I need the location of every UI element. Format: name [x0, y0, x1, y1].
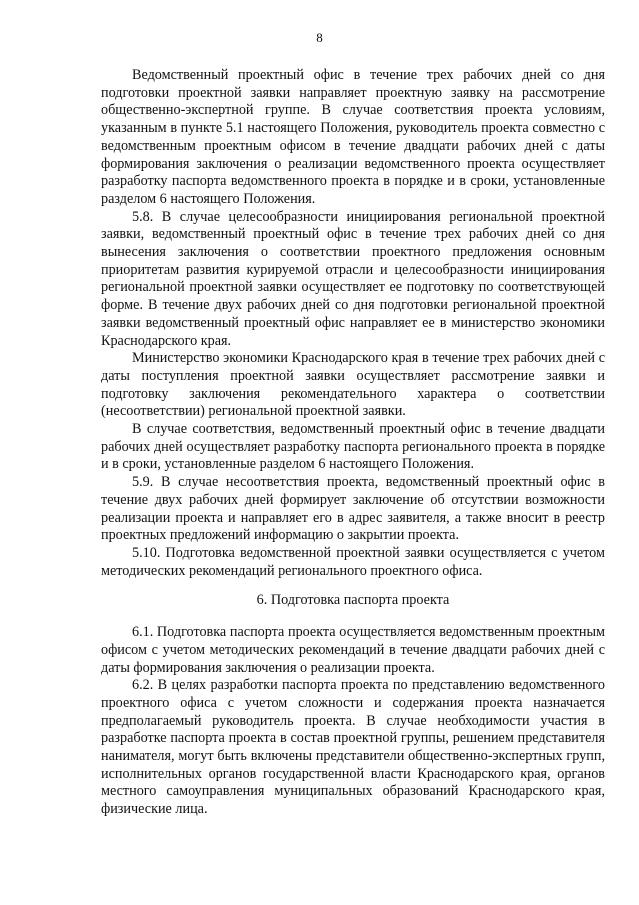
- paragraph-6-2: 6.2. В целях разработки паспорта проекта по представлению ведомственного проектного офиса с учетом сложности и содержания проекта назначается предполагаемый руководитель проекта. В случае необходимости участия в разработке паспорта проекта в состав проектной группы, решением представителя нанимателя, могут быть включены представители общественно-экспертных групп, исполнительных органов государственной власти Краснодарского края, органов местного самоуправления муниципальных образований Краснодарского края, физические лица.: [101, 677, 605, 818]
- paragraph-project-office-review: Ведомственный проектный офис в течение трех рабочих дней со дня подготовки проектной заявки направляет проектную заявку на рассмотрение общественно-экспертной группе. В случае соответствия проекта условиям, указанным в пункте 5.1 настоящего Положения, руководитель проекта совместно с ведомственным проектным офисом в течение двадцати рабочих дней с даты формирования заключения о реализации ведомственного проекта осуществляет разработку паспорта ведомственного проекта в порядке и в сроки, установленные разделом 6 настоящего Положения.: [101, 67, 605, 207]
- paragraph-5-8: 5.8. В случае целесообразности инициирования региональной проектной заявки, ведомственный проектный офис в течение трех рабочих дней со дня вынесения заключения о соответствии проектного предложения основным приоритетам развития курируемой отрасли и целесообразности инициирования региональной проектной заявки осуществляет ее подготовку по соответствующей форме. В течение двух рабочих дней со дня подготовки региональной проектной заявки ведомственный проектный офис направляет ее в министерство экономики Краснодарского края.: [101, 208, 605, 349]
- page-number: 8: [316, 30, 323, 45]
- paragraph-compliance-case: В случае соответствия, ведомственный проектный офис в течение двадцати рабочих дней осуществляет разработку паспорта регионального проекта в порядке и в сроки, установленные разделом 6 настоящего Положения.: [101, 421, 605, 473]
- paragraph-6-1: 6.1. Подготовка паспорта проекта осуществляется ведомственным проектным офисом с учетом методических рекомендаций в течение двадцати рабочих дней с даты формирования заключения о реализации проекта.: [101, 624, 605, 676]
- paragraph-5-9: 5.9. В случае несоответствия проекта, ведомственный проектный офис в течение двух рабочих дней формирует заключение об отсутствии возможности реализации проекта и направляет его в адрес заявителя, а также вносит в реестр проектных предложений информацию о закрытии проекта.: [101, 474, 605, 544]
- paragraph-ministry-review: Министерство экономики Краснодарского края в течение трех рабочих дней с даты поступления проектной заявки осуществляет рассмотрение заявки и подготовку заключения рекомендательного характера о соответствии (несоответствии) региональной проектной заявки.: [101, 350, 605, 420]
- paragraph-5-10: 5.10. Подготовка ведомственной проектной заявки осуществляется с учетом методических рекомендаций регионального проектного офиса.: [101, 544, 605, 579]
- section-heading: 6. Подготовка паспорта проекта: [256, 592, 450, 609]
- document-body: [101, 67, 605, 819]
